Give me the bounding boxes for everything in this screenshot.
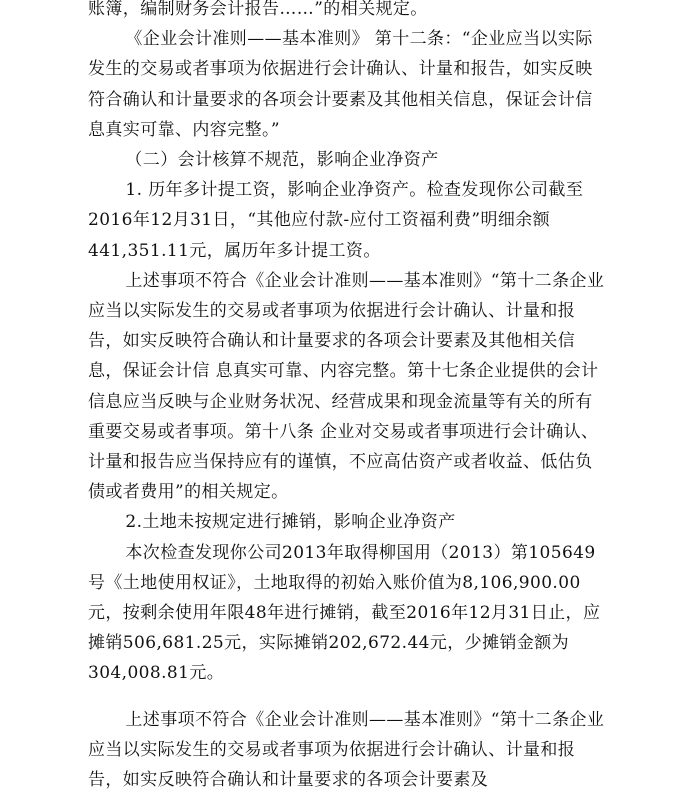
item-2-heading-land-amortization: 2.土地未按规定进行摊销，影响企业净资产 (125, 512, 456, 533)
paragraph-standard-article-12: 《企业会计准则——基本准则》 第十二条：“企业应当以实际发生的交易或者事项为依据进行会计确认、计量和报告，如实反映符合确认和计量要求的各项会计要素及其他相关信息，保证会计信息真实可靠、内容完整。” (88, 29, 593, 140)
item-1-excess-salary: 1. 历年多计提工资，影响企业净资产。检查发现你公司截至2016年12月31日，“其他应付款-应付工资福利费”明细余额441,351.11元，属历年多计提工资。 (88, 180, 584, 261)
document-page (88, 0, 608, 795)
paragraph-noncompliance-2: 上述事项不符合《企业会计准则——基本准则》“第十二条企业应当以实际发生的交易或者事项为依据进行会计确认、计量和报告，如实反映符合确认和计量要求的各项会计要素及 (88, 709, 605, 791)
section-heading-accounting-irregularity: （二）会计核算不规范，影响企业净资产 (125, 150, 439, 171)
paragraph-continuation: 账簿，编制财务会计报告……”的相关规定。 (88, 0, 428, 19)
paragraph-land-amortization-findings: 本次检查发现你公司2013年取得柳国用（2013）第105649号《土地使用权证》，土地取得的初始入账价值为8,106,900.00元，按剩余使用年限48年进行摊销，截至2016年12月31日止，应摊销506,681.25元，实际摊销202,672.44元，少摊销金额为304,008.81元。 (88, 542, 601, 684)
paragraph-noncompliance-1: 上述事项不符合《企业会计准则——基本准则》“第十二条企业应当以实际发生的交易或者事项为依据进行会计确认、计量和报告，如实反映符合确认和计量要求的各项会计要素及其他相关信息，保证会计信 息真实可靠、内容完整。第十七条企业提供的会计信息应当反映与企业财务状况、经营成果和现金流量等有关的所有重要交易或者事项。第十八条 企业对交易或者事项进行会计确认、计量和报告应当保持应有的谨慎，不应高估资产或者收益、低估负债或者费用”的相关规定。 (88, 270, 605, 503)
